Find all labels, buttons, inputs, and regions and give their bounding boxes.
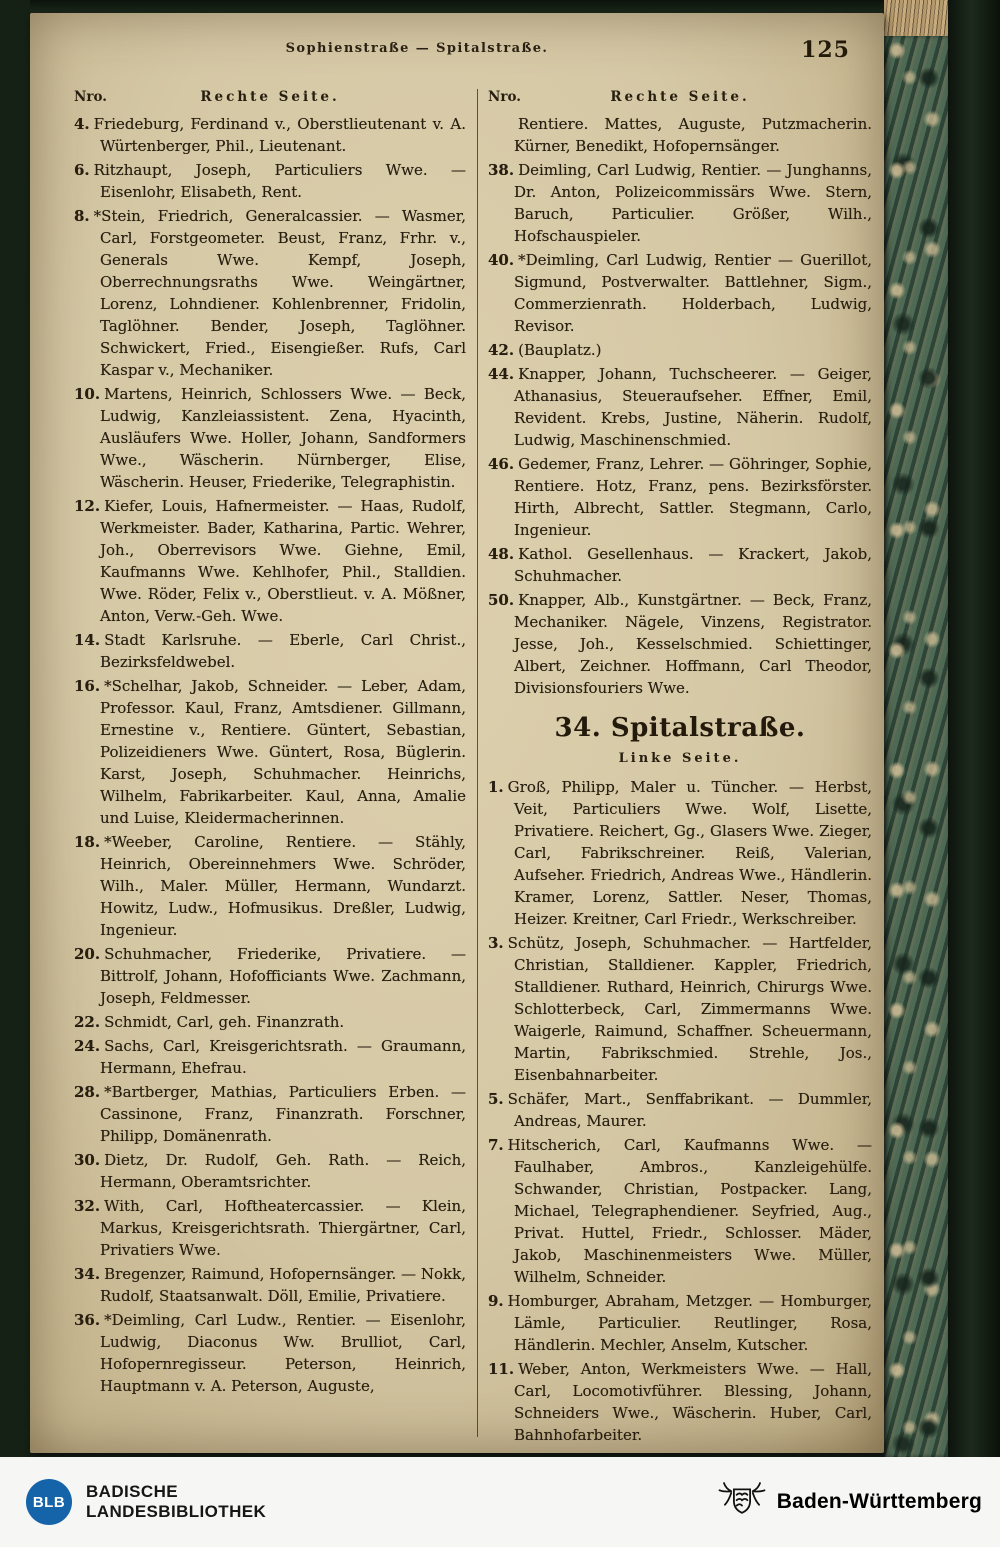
house-number: 24. [74,1037,101,1055]
house-number: 11. [488,1360,515,1378]
region-label: Baden-Württemberg [776,1490,982,1513]
entry-text: Homburger, Abraham, Metzger. — Homburger, Lämle, Particulier. Reutlinger, Rosa, Händlerin. Mechler, Anselm, Kutscher. [507,1292,872,1354]
directory-entry [74,1081,466,1147]
house-number: 48. [488,545,515,563]
entry-text: *Weeber, Caroline, Rentiere. — Stähly, Heinrich, Obereinnehmers Wwe. Schröder, Wilh., Maler. Müller, Hermann, Wundarzt. Howitz, Ludw., Hofmusikus. Dreßler, Ludwig, Ingenieur. [100,833,466,939]
house-number: 18. [74,833,101,851]
directory-entry [74,113,466,157]
book-binding-left [0,0,30,1457]
house-number: 6. [74,161,90,179]
entry-text: *Deimling, Carl Ludwig, Rentier — Guerillot, Sigmund, Postverwalter. Battlehner, Sigm., Commerzienrath. Holderbach, Ludwig, Revisor. [514,251,872,335]
entry-text: Rentiere. Mattes, Auguste, Putzmacherin. Kürner, Benedikt, Hofopernsänger. [514,115,872,155]
entry-text: Gedemer, Franz, Lehrer. — Göhringer, Sophie, Rentiere. Hotz, Franz, pens. Bezirksförster. Hirth, Albrecht, Sattler. Stegmann, Carlo, Ingenieur. [514,455,872,539]
entry-text: *Deimling, Carl Ludw., Rentier. — Eisenlohr, Ludwig, Diaconus Ww. Brulliot, Carl, Hofopernregisseur. Peterson, Heinrich, Hauptmann v. A. Peterson, Auguste, [100,1311,466,1395]
entry-text: Hitscherich, Carl, Kaufmanns Wwe. — Faulhaber, Ambros., Kanzleigehülfe. Schwander, Christian, Postpacker. Lang, Michael, Telegraphendiener. Seyfried, Aug., Privat. Huttel, Friedr., Schlosser. Mäder, Jakob, Maschinenmeisters Wwe. Müller, Wilhelm, Schneider. [507,1136,872,1286]
entry-text: Kathol. Gesellenhaus. — Krackert, Jakob, Schuhmacher. [514,545,872,585]
house-number: 34. [74,1265,101,1283]
side-header: Rechte Seite. [610,89,750,105]
state-branding [715,1480,982,1524]
directory-entry [488,249,872,337]
directory-entry [488,159,872,247]
directory-entry [74,1263,466,1307]
street-section-subheading: Linke Seite. [618,751,742,766]
entry-text: Stadt Karlsruhe. — Eberle, Carl Christ., Bezirksfeldwebel. [100,631,466,671]
marbled-fore-edge [884,36,948,1457]
entry-text: Dietz, Dr. Rudolf, Geh. Rath. — Reich, Hermann, Oberamtsrichter. [100,1151,466,1191]
house-number: 46. [488,455,515,473]
library-name-line1: BADISCHE [86,1481,178,1501]
house-number: 1. [488,778,504,796]
book-binding-right [948,0,1000,1457]
directory-entry [488,1290,872,1356]
entry-text: With, Carl, Hoftheatercassier. — Klein, Markus, Kreisgerichtsrath. Thiergärtner, Carl, Privatiers Wwe. [100,1197,466,1259]
baden-wuerttemberg-coat-of-arms-icon [715,1480,769,1524]
blb-logo-text: BLB [32,1493,66,1511]
directory-entry [74,1195,466,1261]
directory-entry [488,1088,872,1132]
entry-text: Schuhmacher, Friederike, Privatiere. — Bittrolf, Johann, Hofofficiants Wwe. Zachmann, Joseph, Feldmesser. [100,945,466,1007]
house-number: 40. [488,251,515,269]
house-number: 28. [74,1083,101,1101]
nro-header: Nro. [74,89,107,105]
house-number: 36. [74,1311,101,1329]
directory-entry [74,1309,466,1397]
directory-entry [488,589,872,699]
directory-entry [74,495,466,627]
directory-entry [74,675,466,829]
house-number: 20. [74,945,101,963]
street-section-heading: 34. Spitalstraße. [554,713,806,743]
entry-text: Sachs, Carl, Kreisgerichtsrath. — Graumann, Hermann, Ehefrau. [100,1037,466,1077]
directory-entry [74,1011,466,1033]
entry-text: Knapper, Alb., Kunstgärtner. — Beck, Franz, Mechaniker. Nägele, Vinzens, Registrator. Jesse, Joh., Kesselschmied. Schiettinger, Albert, Zeichner. Hoffmann, Carl Theodor, Divisionsfouriers Wwe. [514,591,872,697]
library-footer-bar [0,1457,1000,1547]
directory-entry [488,776,872,930]
library-name [86,1482,266,1523]
house-number: 14. [74,631,101,649]
house-number: 32. [74,1197,101,1215]
directory-entry [74,1149,466,1193]
entry-text: Schütz, Joseph, Schuhmacher. — Hartfelder, Christian, Stalldiener. Kappler, Friedrich, Stalldiener. Ruthard, Heinrich, Chirurgs Wwe. Schlotterbeck, Carl, Zimmermanns Wwe. Waigerle, Raimund, Schaffner. Scheuermann, Martin, Fabrikschmied. Strehle, Jos., Eisenbahnarbeiter. [507,934,872,1084]
entry-text: Bregenzer, Raimund, Hofopernsänger. — Nokk, Rudolf, Staatsanwalt. Döll, Emilie, Privatiere. [100,1265,466,1305]
house-number: 42. [488,341,515,359]
entry-text: Ritzhaupt, Joseph, Particuliers Wwe. — Eisenlohr, Elisabeth, Rent. [93,161,466,201]
entry-text: *Bartberger, Mathias, Particuliers Erben. — Cassinone, Franz, Finanzrath. Forschner, Philipp, Domänenrath. [100,1083,466,1145]
house-number: 10. [74,385,101,403]
house-number: 3. [488,934,504,952]
house-number: 22. [74,1013,101,1031]
entry-text: Schäfer, Mart., Senffabrikant. — Dummler, Andreas, Maurer. [507,1090,872,1130]
house-number: 30. [74,1151,101,1169]
entry-text: Kiefer, Louis, Hafnermeister. — Haas, Rudolf, Werkmeister. Bader, Katharina, Partic. Wehrer, Joh., Oberrevisors Wwe. Giehne, Emil, Kaufmanns Wwe. Kehlhofer, Phil., Stalldien. Wwe. Röder, Felix v., Oberstlieut. v. A. Mößner, Anton, Verw.-Geh. Wwe. [100,497,466,625]
side-header: Rechte Seite. [200,89,340,105]
directory-entry [488,453,872,541]
directory-entry [488,363,872,451]
house-number: 50. [488,591,515,609]
house-number: 4. [74,115,90,133]
right-column-header [488,89,872,109]
house-number: 16. [74,677,101,695]
house-number: 9. [488,1292,504,1310]
directory-entry [488,339,872,361]
page-number: 125 [801,37,850,63]
entry-text: Friedeburg, Ferdinand v., Oberstlieutenant v. A. Würtenberger, Phil., Lieutenant. [93,115,466,155]
directory-entry [488,932,872,1086]
house-number: 44. [488,365,515,383]
directory-entry [488,1134,872,1288]
directory-entry [74,383,466,493]
entry-text: Martens, Heinrich, Schlossers Wwe. — Beck, Ludwig, Kanzleiassistent. Zena, Hyacinth, Ausläufers Wwe. Holler, Johann, Sandformers Wwe., Wäscherin. Nürnberger, Elise, Wäscherin. Heuser, Friederike, Telegraphistin. [100,385,466,491]
entry-text: Weber, Anton, Werkmeisters Wwe. — Hall, Carl, Locomotivführer. Blessing, Johann, Schneiders Wwe., Wäscherin. Huber, Carl, Bahnhofarbeiter. [514,1360,872,1444]
entry-text: Groß, Philipp, Maler u. Tüncher. — Herbst, Veit, Particuliers Wwe. Wolf, Lisette, Privatiere. Reichert, Gg., Glasers Wwe. Zieger, Carl, Fabrikschreiner. Reiß, Valerian, Aufseher. Friedrich, Andreas Wwe., Händlerin. Kramer, Lorenz, Sattler. Neser, Thomas, Heizer. Kreitner, Carl Friedr., Werkschreiber. [507,778,872,928]
house-number: 38. [488,161,515,179]
book-binding-top [0,0,1000,13]
left-column [74,89,466,1399]
house-number: 12. [74,497,101,515]
entry-text: Knapper, Johann, Tuchscheerer. — Geiger, Athanasius, Steueraufseher. Effner, Emil, Revident. Krebs, Justine, Näherin. Rudolf, Ludwig, Maschinenschmied. [514,365,872,449]
directory-entry [488,1358,872,1446]
street-section-header [488,713,872,766]
nro-header: Nro. [488,89,521,105]
directory-entry [74,1035,466,1079]
house-number: 5. [488,1090,504,1108]
right-column [488,89,872,1448]
house-number: 7. [488,1136,504,1154]
entry-text: *Schelhar, Jakob, Schneider. — Leber, Adam, Professor. Kaul, Franz, Amtsdiener. Gillmann, Ernestine v., Rentiere. Güntert, Sebastian, Polizeidieners Wwe. Güntert, Rosa, Büglerin. Karst, Joseph, Schuhmacher. Heinrichs, Wilhelm, Fabrikarbeiter. Kaul, Anna, Amalie und Luise, Kleidermacherinnen. [100,677,466,827]
blb-logo [26,1479,72,1525]
directory-entry [74,629,466,673]
directory-entry [74,205,466,381]
directory-entry [74,831,466,941]
left-column-header [74,89,466,109]
entry-text: (Bauplatz.) [518,341,602,359]
running-title: Sophienstraße — Spitalstraße. [285,41,549,56]
directory-entry [488,543,872,587]
book-page-paper [30,13,884,1453]
entry-text: Deimling, Carl Ludwig, Rentier. — Junghanns, Dr. Anton, Polizeicommissärs Wwe. Stern, Baruch, Particulier. Größer, Wilh., Hofschauspieler. [514,161,872,245]
left-entry-list [74,113,466,1397]
right-entry-list-top [488,113,872,699]
entry-text: Schmidt, Carl, geh. Finanzrath. [104,1013,345,1031]
library-name-line2: LANDESBIBLIOTHEK [86,1502,267,1521]
column-divider [477,89,478,1437]
directory-entry [488,113,872,157]
directory-entry [74,159,466,203]
entry-text: *Stein, Friedrich, Generalcassier. — Wasmer, Carl, Forstgeometer. Beust, Franz, Frhr. v., Generals Wwe. Kempf, Joseph, Oberrechnungsraths Wwe. Weingärtner, Lorenz, Lohndiener. Kohlenbrenner, Fridolin, Taglöhner. Bender, Joseph, Taglöhner. Schwickert, Fried., Eisengießer. Rufs, Carl Kaspar v., Mechaniker. [93,207,466,379]
directory-entry [74,943,466,1009]
house-number: 8. [74,207,90,225]
right-entry-list-bottom [488,776,872,1446]
page-header [30,37,884,75]
